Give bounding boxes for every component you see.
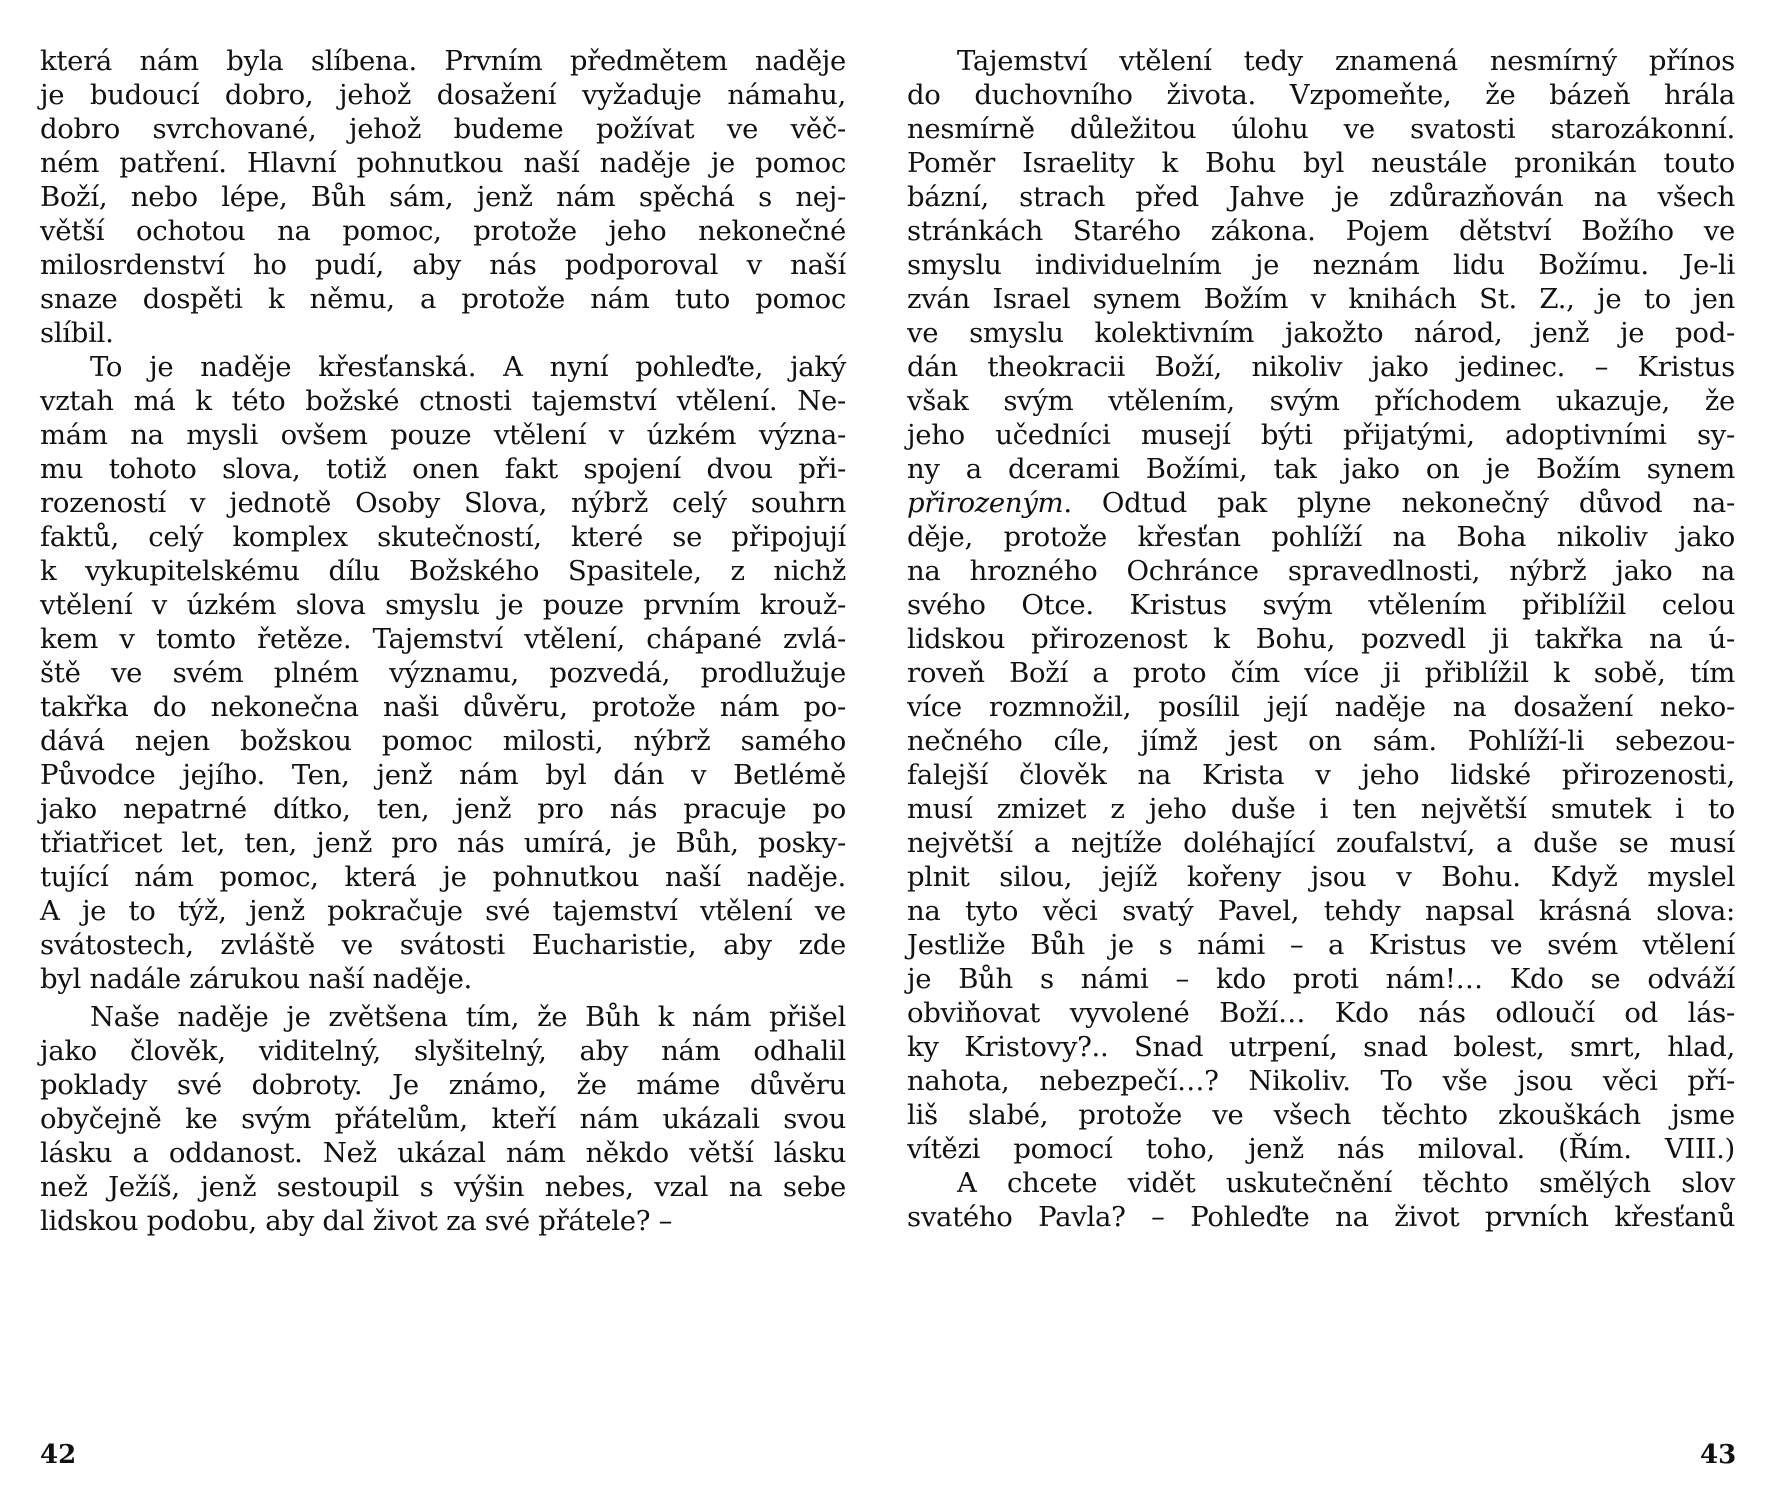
line-text: ky Kristovy?.. Snad utrpení, snad bolest, smrt, hlad,: [907, 1031, 1735, 1063]
text-line: [907, 146, 1735, 180]
line-text: k vykupitelskému dílu Božského Spasitele, z nichž: [40, 555, 846, 587]
line-text: která nám byla slíbena. Prvním předmětem naděje: [40, 45, 846, 77]
text-line: [907, 724, 1735, 758]
line-text: milosrdenství ho pudí, aby nás podporoval v naší: [40, 249, 846, 281]
text-line: [907, 554, 1735, 588]
left-page-text: [40, 44, 846, 1238]
line-text: jeho učedníci musejí býti přijatými, adoptivními sy-: [907, 419, 1735, 451]
line-text: největší a nejtíže doléhající zoufalství, a duše se musí: [907, 827, 1735, 859]
line-text: faktů, celý komplex skutečností, které se připojují: [40, 521, 846, 553]
text-line: [907, 520, 1735, 554]
text-line: [40, 146, 846, 180]
text-line: [40, 44, 846, 78]
line-text: dán theokracii Boží, nikoliv jako jedinec. – Kristus: [907, 351, 1735, 383]
line-text: zván Israel synem Božím v knihách St. Z., je to jen: [907, 283, 1735, 315]
text-line: [40, 214, 846, 248]
text-line: [907, 384, 1735, 418]
text-line: [907, 316, 1735, 350]
line-text: poklady své dobroty. Je známo, že máme důvěru: [40, 1069, 846, 1101]
text-line: [907, 1064, 1735, 1098]
text-line: [907, 656, 1735, 690]
text-line: [40, 78, 846, 112]
text-line: [40, 1102, 846, 1136]
line-text: do duchovního života. Vzpomeňte, že bázeň hrála: [907, 79, 1735, 111]
line-text: . Odtud pak plyne nekonečný důvod na-: [1063, 487, 1735, 519]
line-text: lásku a oddanost. Než ukázal nám někdo větší lásku: [40, 1137, 846, 1169]
text-line: [40, 724, 846, 758]
line-text: dobro svrchované, jehož budeme požívat ve věč-: [40, 113, 846, 145]
line-text: To je naděje křesťanská. A nyní pohleďte, jaký: [90, 351, 846, 383]
text-line: [40, 554, 846, 588]
text-line: [40, 1170, 846, 1204]
text-line: [40, 1000, 846, 1034]
text-line: [40, 486, 846, 520]
line-text: větší ochotou na pomoc, protože jeho nekonečné: [40, 215, 846, 247]
line-text: slíbil.: [40, 317, 114, 349]
text-line: [40, 1068, 846, 1102]
text-line: [907, 486, 1735, 520]
line-text: třiatřicet let, ten, jenž pro nás umírá, je Bůh, posky-: [40, 827, 846, 859]
text-line: [40, 1204, 846, 1238]
text-line: [40, 622, 846, 656]
line-text: Boží, nebo lépe, Bůh sám, jenž nám spěchá s nej-: [40, 181, 846, 213]
text-line: [907, 588, 1735, 622]
text-line: [40, 316, 846, 350]
line-text: na tyto věci svatý Pavel, tehdy napsal krásná slova:: [907, 895, 1735, 927]
text-line: [907, 962, 1735, 996]
text-line: [40, 112, 846, 146]
text-line: [907, 418, 1735, 452]
line-text: kem v tomto řetěze. Tajemství vtělení, chápané zvlá-: [40, 623, 846, 655]
line-text: ště ve svém plném významu, pozvedá, prodlužuje: [40, 657, 846, 689]
text-line: [40, 656, 846, 690]
text-line: [907, 928, 1735, 962]
line-text: lidskou podobu, aby dal život za své přátele? –: [40, 1205, 673, 1237]
text-line: [907, 1200, 1735, 1234]
text-line: [40, 350, 846, 384]
text-line: [40, 792, 846, 826]
text-line: [907, 860, 1735, 894]
line-text: obviňovat vyvolené Boží… Kdo nás odloučí od lás-: [907, 997, 1735, 1029]
line-text: falejší člověk na Krista v jeho lidské přirozenosti,: [907, 759, 1735, 791]
line-text: svého Otce. Kristus svým vtělením přiblížil celou: [907, 589, 1735, 621]
text-line: [907, 622, 1735, 656]
text-line: [907, 180, 1735, 214]
line-text: jako člověk, viditelný, slyšitelný, aby nám odhalil: [40, 1035, 846, 1067]
text-line: [40, 588, 846, 622]
page-number-left: 42: [40, 1440, 77, 1470]
text-line: [907, 78, 1735, 112]
line-text: svatého Pavla? – Pohleďte na život prvních křesťanů: [907, 1201, 1735, 1233]
line-text: Původce jejího. Ten, jenž nám byl dán v Betlémě: [40, 759, 846, 791]
text-line: [40, 1136, 846, 1170]
text-line: [907, 1166, 1735, 1200]
line-text: než Ježíš, jenž sestoupil s výšin nebes, vzal na sebe: [40, 1171, 846, 1203]
line-text: tující nám pomoc, která je pohnutkou naší naděje.: [40, 861, 846, 893]
text-line: [40, 520, 846, 554]
text-line: [907, 1132, 1735, 1166]
text-line: [907, 826, 1735, 860]
text-line: [40, 384, 846, 418]
line-text: smyslu individuelním je neznám lidu Božímu. Je-li: [907, 249, 1735, 281]
line-text: nečného cíle, jímž jest on sám. Pohlíží-li sebezou-: [907, 725, 1735, 757]
line-text: takřka do nekonečna naši důvěru, protože nám po-: [40, 691, 846, 723]
line-text: více rozmnožil, posílil její naděje na dosažení neko-: [907, 691, 1735, 723]
line-text: děje, protože křesťan pohlíží na Boha nikoliv jako: [907, 521, 1735, 553]
text-line: [40, 690, 846, 724]
line-text: však svým vtělením, svým příchodem ukazuje, že: [907, 385, 1735, 417]
line-text: je Bůh s námi – kdo proti nám!… Kdo se odváží: [907, 963, 1735, 995]
italic-emphasis: přirozeným: [907, 487, 1064, 519]
line-text: ve smyslu kolektivním jakožto národ, jenž je pod-: [907, 317, 1735, 349]
line-text: ny a dcerami Božími, tak jako on je Božím synem: [907, 453, 1735, 485]
text-line: [907, 282, 1735, 316]
text-line: [40, 452, 846, 486]
text-line: [907, 44, 1735, 78]
text-line: [40, 180, 846, 214]
text-line: [40, 962, 846, 996]
text-line: [907, 248, 1735, 282]
line-text: plnit silou, jejíž kořeny jsou v Bohu. Když myslel: [907, 861, 1735, 893]
line-text: mám na mysli ovšem pouze vtělení v úzkém význa-: [40, 419, 846, 451]
line-text: roveň Boží a proto čím více ji přiblížil k sobě, tím: [907, 657, 1735, 689]
line-text: jako nepatrné dítko, ten, jenž pro nás pracuje po: [40, 793, 846, 825]
line-text: stránkách Starého zákona. Pojem dětství Božího ve: [907, 215, 1735, 247]
text-line: [907, 690, 1735, 724]
line-text: vtělení v úzkém slova smyslu je pouze prvním krouž-: [40, 589, 846, 621]
line-text: lidskou přirozenost k Bohu, pozvedl ji takřka na ú-: [907, 623, 1735, 655]
text-line: [40, 826, 846, 860]
line-text: A je to týž, jenž pokračuje své tajemství vtělení ve: [40, 895, 846, 927]
text-line: [40, 418, 846, 452]
line-text: rozeností v jednotě Osoby Slova, nýbrž celý souhrn: [40, 487, 846, 519]
line-text: Naše naděje je zvětšena tím, že Bůh k nám přišel: [90, 1001, 846, 1033]
text-line: [40, 758, 846, 792]
text-line: [40, 860, 846, 894]
text-line: [907, 996, 1735, 1030]
line-text: na hrozného Ochránce spravedlnosti, nýbrž jako na: [907, 555, 1735, 587]
text-line: [40, 282, 846, 316]
text-line: [40, 928, 846, 962]
line-text: dává nejen božskou pomoc milosti, nýbrž samého: [40, 725, 846, 757]
line-text: Jestliže Bůh je s námi – a Kristus ve svém vtělení: [907, 929, 1735, 961]
text-line: [907, 112, 1735, 146]
line-text: musí zmizet z jeho duše i ten největší smutek i to: [907, 793, 1735, 825]
line-text: vztah má k této božské ctnosti tajemství vtělení. Ne-: [40, 385, 846, 417]
line-text: byl nadále zárukou naší naděje.: [40, 963, 472, 995]
page-number-right: 43: [1700, 1440, 1737, 1470]
line-text: A chcete vidět uskutečnění těchto smělých slov: [957, 1167, 1735, 1199]
line-text: je budoucí dobro, jehož dosažení vyžaduje námahu,: [40, 79, 846, 111]
text-line: [907, 792, 1735, 826]
right-page-text: [907, 44, 1735, 1234]
line-text: nesmírně důležitou úlohu ve svatosti starozákonní.: [907, 113, 1735, 145]
text-line: [40, 248, 846, 282]
line-text: Poměr Israelity k Bohu byl neustále pronikán touto: [907, 147, 1735, 179]
text-line: [907, 350, 1735, 384]
line-text: ném patření. Hlavní pohnutkou naší naděje je pomoc: [40, 147, 846, 179]
text-line: [907, 214, 1735, 248]
text-line: [907, 1030, 1735, 1064]
text-line: [907, 452, 1735, 486]
line-text: obyčejně ke svým přátelům, kteří nám ukázali svou: [40, 1103, 846, 1135]
line-text: snaze dospěti k němu, a protože nám tuto pomoc: [40, 283, 846, 315]
line-text: bázní, strach před Jahve je zdůrazňován na všech: [907, 181, 1735, 213]
line-text: vítězi pomocí toho, jenž nás miloval. (Řím. VIII.): [907, 1133, 1735, 1165]
line-text: mu tohoto slova, totiž onen fakt spojení dvou při-: [40, 453, 846, 485]
text-line: [907, 1098, 1735, 1132]
text-line: [907, 894, 1735, 928]
line-text: svátostech, zvláště ve svátosti Eucharistie, aby zde: [40, 929, 846, 961]
text-line: [907, 758, 1735, 792]
text-line: [40, 894, 846, 928]
text-line: [40, 1034, 846, 1068]
line-text: nahota, nebezpečí…? Nikoliv. To vše jsou věci pří-: [907, 1065, 1735, 1097]
line-text: liš slabé, protože ve všech těchto zkouškách jsme: [907, 1099, 1735, 1131]
line-text: Tajemství vtělení tedy znamená nesmírný přínos: [957, 45, 1735, 77]
